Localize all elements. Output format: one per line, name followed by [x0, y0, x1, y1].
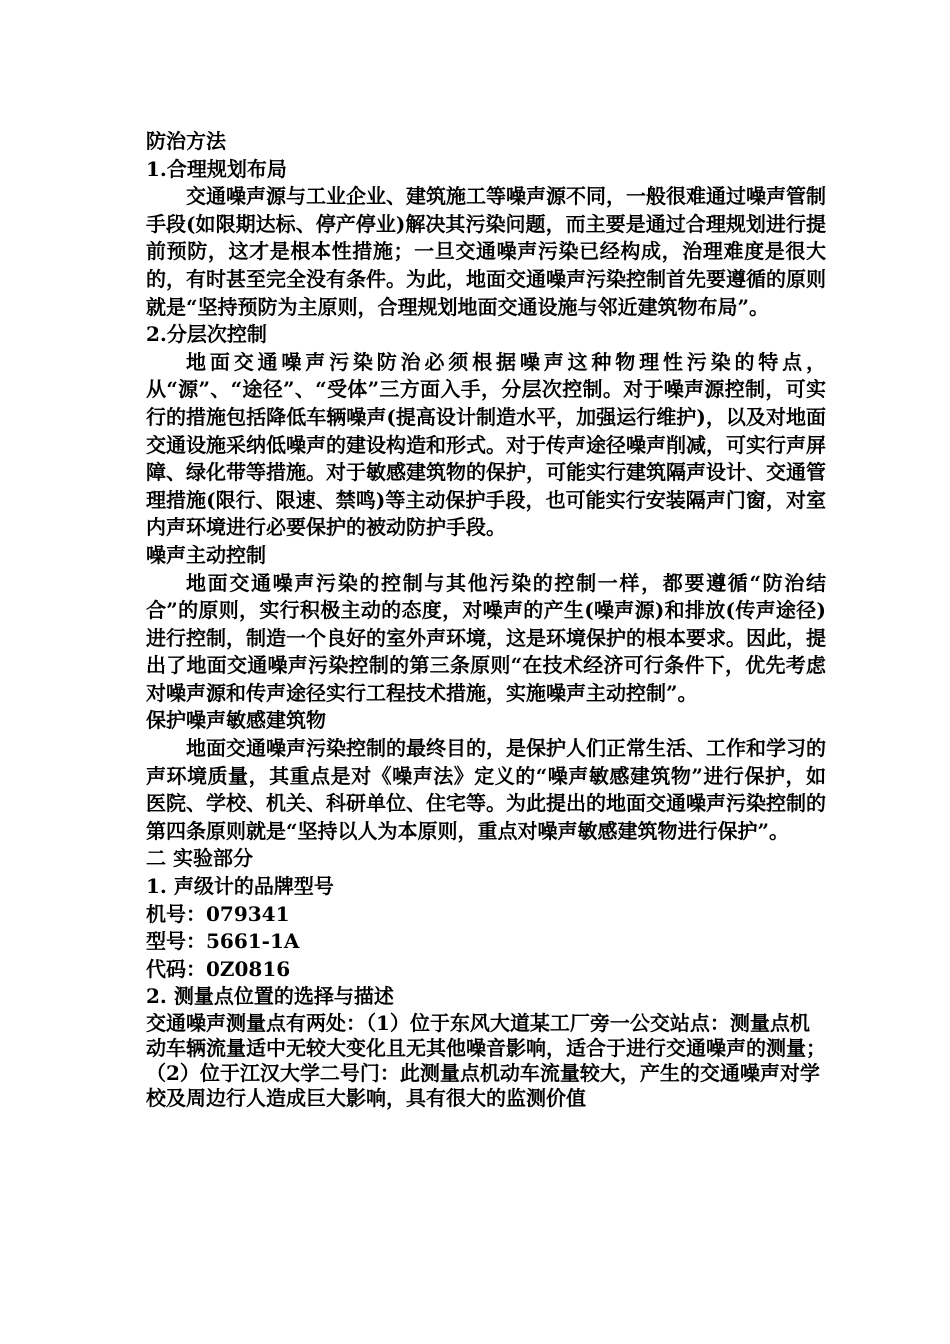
- meter-code: 代码：0Z0816: [146, 956, 291, 981]
- paragraph-measurement-points: 交通噪声测量点有两处：（1）位于东风大道某工厂旁一公交站点：测量点机动车辆流量适中无较大变化且无其他噪音影响，适合于进行交通噪声的测量；（2）位于江汉大学二号门：此测量点机动车流量较大，产生的交通噪声对学校及周边行人造成巨大影响，具有很大的监测价值: [146, 1011, 826, 1110]
- section-title: 防治方法: [146, 129, 226, 153]
- subsection-title-layout-planning: 1.合理规划布局: [146, 156, 287, 181]
- subsection-title-sensitive-buildings: 保护噪声敏感建筑物: [146, 708, 326, 733]
- paragraph-layout-planning: 交通噪声源与工业企业、建筑施工等噪声源不同，一般很难通过噪声管制手段(如限期达标、停产停业)解决其污染问题，而主要是通过合理规划进行提前预防，这才是根本性措施；一旦交通噪声污染已经构成，治理难度是很大的，有时甚至完全没有条件。为此，地面交通噪声污染控制首先要遵循的原则就是“坚持预防为主原则，合理规划地面交通设施与邻近建筑物布局”。: [146, 184, 826, 319]
- subsection-title-active-control: 噪声主动控制: [146, 542, 266, 567]
- section-title-experiment: 二 实验部分: [146, 846, 253, 871]
- meter-machine-number: 机号：079341: [146, 901, 290, 926]
- subsection-title-layered-control: 2.分层次控制: [146, 322, 267, 347]
- document-page: [146, 128, 826, 1111]
- meter-model: 型号：5661-1A: [146, 929, 300, 954]
- subsection-title-sound-level-meter: 1. 声级计的品牌型号: [146, 874, 334, 899]
- paragraph-active-control: 地面交通噪声污染的控制与其他污染的控制一样，都要遵循“防治结合”的原则，实行积极主动的态度，对噪声的产生(噪声源)和排放(传声途径)进行控制，制造一个良好的室外声环境，这是环境保护的根本要求。因此，提出了地面交通噪声污染控制的第三条原则“在技术经济可行条件下，优先考虑对噪声源和传声途径实行工程技术措施，实施噪声主动控制”。: [146, 570, 826, 705]
- paragraph-layered-control: 地面交通噪声污染防治必须根据噪声这种物理性污染的特点，从“源”、“途径”、“受体”三方面入手，分层次控制。对于噪声源控制，可实行的措施包括降低车辆噪声(提高设计制造水平，加强运行维护)，以及对地面交通设施采纳低噪声的建设构造和形式。对于传声途径噪声削减，可实行声屏障、绿化带等措施。对于敏感建筑物的保护，可能实行建筑隔声设计、交通管理措施(限行、限速、禁鸣)等主动保护手段，也可能实行安装隔声门窗，对室内声环境进行必要保护的被动防护手段。: [146, 349, 826, 540]
- subsection-title-measurement-points: 2. 测量点位置的选择与描述: [146, 984, 394, 1009]
- paragraph-sensitive-buildings: 地面交通噪声污染控制的最终目的，是保护人们正常生活、工作和学习的声环境质量，其重点是对《噪声法》定义的“噪声敏感建筑物”进行保护，如医院、学校、机关、科研单位、住宅等。为此提出的地面交通噪声污染控制的第四条原则就是“坚持以人为本原则，重点对噪声敏感建筑物进行保护”。: [146, 736, 826, 843]
